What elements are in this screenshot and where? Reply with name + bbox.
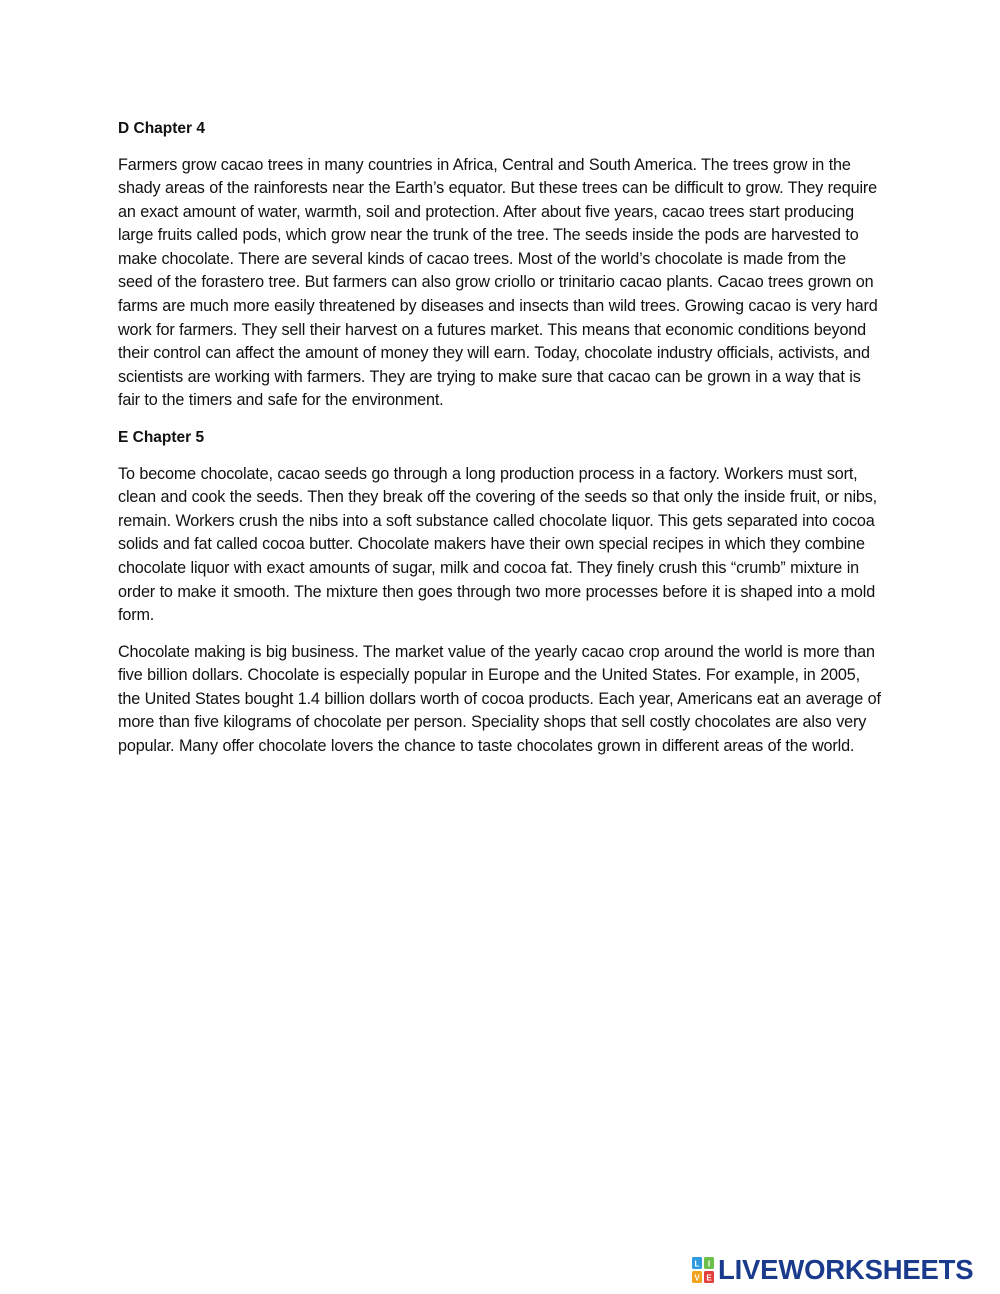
- svg-text:V: V: [694, 1273, 700, 1283]
- section-heading-chapter-5: E Chapter 5: [118, 429, 205, 447]
- chapter-5-paragraph-1: To become chocolate, cacao seeds go through a long production process in a factory. Workers must sort, clean and cook the seeds. Then they break off the covering of the seeds so that only the inside fruit, or nibs, remain. Workers crush the nibs into a soft substance called chocolate liquor. This gets separated into cocoa solids and fat called cocoa butter. Chocolate makers have their own special recipes in which they combine chocolate liquor with exact amounts of sugar, milk and cocoa fat. They finely crush this “crumb” mixture in order to make it smooth. The mixture then goes through two more processes before it is shaped into a mold form.: [118, 464, 878, 625]
- svg-text:E: E: [706, 1273, 712, 1283]
- chapter-5-paragraph-2: Chocolate making is big business. The market value of the yearly cacao crop around the world is more than five billion dollars. Chocolate is especially popular in Europe and the United States. For example, in 2005, the United States bought 1.4 billion dollars worth of cocoa products. Each year, Americans eat an average of more than five kilograms of chocolate per person. Speciality shops that sell costly chocolates are also very popular. Many offer chocolate lovers the chance to taste chocolates grown in different areas of the world.: [118, 642, 881, 756]
- liveworksheets-logo[interactable]: [692, 1255, 973, 1285]
- liveworksheets-logo-icon: [692, 1257, 714, 1283]
- document-body: [118, 117, 882, 772]
- svg-text:L: L: [694, 1259, 700, 1269]
- liveworksheets-logo-text: LIVEWORKSHEETS: [718, 1254, 974, 1285]
- svg-text:I: I: [707, 1259, 711, 1269]
- section-heading-chapter-4: D Chapter 4: [118, 120, 205, 137]
- chapter-4-paragraph-1: Farmers grow cacao trees in many countries in Africa, Central and South America. The trees grow in the shady areas of the rainforests near the Earth’s equator. But these trees can be difficult to grow. They require an exact amount of water, warmth, soil and protection. After about five years, cacao trees start producing large fruits called pods, which grow near the trunk of the tree. The seeds inside the pods are harvested to make chocolate. There are several kinds of cacao trees. Most of the world’s chocolate is made from the seed of the forastero tree. But farmers can also grow criollo or trinitario cacao plants. Cacao trees grown on farms are much more easily threatened by diseases and insects than wild trees. Growing cacao is very hard work for farmers. They sell their harvest on a futures market. This means that economic conditions beyond their control can affect the amount of money they will earn. Today, chocolate industry officials, activists, and scientists are working with farmers. They are trying to make sure that cacao can be grown in a way that is fair to the timers and safe for the environment.: [118, 155, 878, 410]
